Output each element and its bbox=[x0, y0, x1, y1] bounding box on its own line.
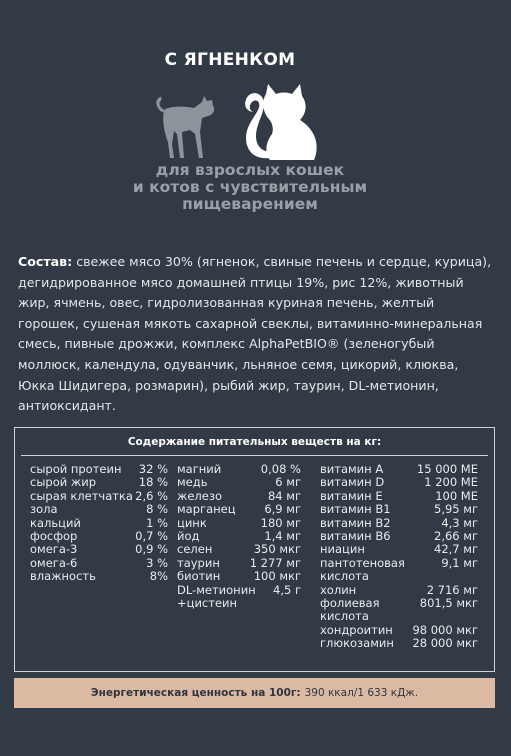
nutrient-name: таурин bbox=[177, 555, 220, 570]
nutrient-value: 8 % bbox=[146, 502, 168, 517]
nutrient-value: 42,7 мг bbox=[434, 542, 478, 557]
nutrient-row bbox=[177, 490, 301, 503]
product-title: С ЯГНЕНКОМ bbox=[164, 50, 296, 70]
large-cat-icon bbox=[245, 84, 317, 160]
nutrient-name: кальций bbox=[30, 515, 81, 530]
composition-label: Состав: bbox=[18, 254, 73, 269]
nutrient-row bbox=[320, 570, 478, 583]
nutrients-column-2 bbox=[177, 463, 301, 610]
nutrient-value: 1 200 МЕ bbox=[424, 475, 478, 490]
nutrient-name: медь bbox=[177, 475, 208, 490]
nutrient-value: 4,5 г bbox=[273, 582, 301, 597]
nutrient-row bbox=[177, 476, 301, 489]
nutrient-value: 100 мкг bbox=[253, 569, 301, 584]
nutrient-row bbox=[320, 584, 478, 597]
product-subtitle bbox=[100, 162, 400, 213]
nutrient-value: 0,7 % bbox=[135, 529, 168, 544]
nutrient-name: +цистеин bbox=[177, 596, 238, 611]
nutrient-value: 100 МЕ bbox=[435, 488, 478, 503]
nutrient-name: сырая клетчатка bbox=[30, 488, 133, 503]
nutrient-row bbox=[320, 476, 478, 489]
nutrient-row bbox=[30, 557, 168, 570]
nutrient-name: кислота bbox=[320, 569, 369, 584]
nutrient-row bbox=[320, 543, 478, 556]
nutrient-row bbox=[177, 543, 301, 556]
nutrient-name: витамин В1 bbox=[320, 502, 391, 517]
nutrient-row bbox=[320, 517, 478, 530]
nutrient-value: 3 % bbox=[146, 555, 168, 570]
nutrient-row bbox=[320, 530, 478, 543]
energy-value: 390 ккал/1 633 кДж. bbox=[304, 687, 419, 699]
nutrient-name: витамин D bbox=[320, 475, 385, 490]
nutrient-name: железо bbox=[177, 488, 223, 503]
nutrient-value: 6,9 мг bbox=[264, 502, 301, 517]
nutrient-name: витамин В2 bbox=[320, 515, 391, 530]
nutrient-row bbox=[320, 463, 478, 476]
nutrient-row bbox=[177, 530, 301, 543]
nutrient-row bbox=[30, 517, 168, 530]
nutrient-row bbox=[177, 597, 301, 610]
nutrient-value: 0,9 % bbox=[135, 542, 168, 557]
nutrient-name: кислота bbox=[320, 609, 369, 624]
nutrient-row bbox=[30, 530, 168, 543]
nutrient-row bbox=[320, 597, 478, 610]
nutrient-value: 4,3 мг bbox=[441, 515, 478, 530]
nutrient-row bbox=[30, 463, 168, 476]
nutrient-value: 2,66 мг bbox=[434, 529, 478, 544]
nutrient-name: цинк bbox=[177, 515, 207, 530]
nutrient-value: 98 000 мкг bbox=[412, 622, 478, 637]
subtitle-line: пищеварением bbox=[182, 195, 318, 213]
nutrient-value: 801,5 мкг bbox=[419, 596, 478, 611]
composition-text bbox=[18, 252, 496, 417]
subtitle-line: для взрослых кошек bbox=[155, 161, 345, 179]
nutrient-row bbox=[177, 570, 301, 583]
nutrient-name: йод bbox=[177, 529, 200, 544]
nutrient-value: 9,1 мг bbox=[441, 555, 478, 570]
nutrient-row bbox=[320, 610, 478, 623]
nutrient-name: влажность bbox=[30, 569, 96, 584]
nutrient-name: марганец bbox=[177, 502, 236, 517]
nutrient-value: 350 мкг bbox=[253, 542, 301, 557]
nutrient-name: омега-3 bbox=[30, 542, 78, 557]
nutrient-name: пантотеновая bbox=[320, 555, 405, 570]
nutrient-value: 15 000 МЕ bbox=[416, 462, 478, 476]
nutrient-value: 0,08 % bbox=[260, 462, 301, 476]
nutrient-row bbox=[177, 503, 301, 516]
nutrient-row bbox=[177, 557, 301, 570]
nutrient-value: 5,95 мг bbox=[434, 502, 478, 517]
nutrient-row bbox=[320, 503, 478, 516]
nutrient-row bbox=[320, 490, 478, 503]
nutrient-value: 84 мг bbox=[267, 488, 301, 503]
nutrient-name: фолиевая bbox=[320, 596, 380, 611]
nutrient-row bbox=[30, 476, 168, 489]
nutrient-value: 18 % bbox=[138, 475, 168, 490]
composition-body: свежее мясо 30% (ягненок, свиные печень и сердце, курица), дегидрированное мясо домашней птицы 19%, рис 12%, животный жир, ячмень, овес, гидролизованная куриная печень, желтый горошек, сушеная мякоть сахарной свеклы, витаминно-минеральная смесь, пивные дрожжи, комплекс AlphaPetBIO® (зеленогубый моллюск, календула, одуванчик, льняное семя, цикорий, клюква, Юкка Шидигера, розмарин), рыбий жир, таурин, DL-метионин, антиоксидант. bbox=[18, 254, 492, 414]
nutrient-name: сырой протеин bbox=[30, 462, 122, 476]
nutrient-value: 1 % bbox=[146, 515, 168, 530]
nutrient-row bbox=[320, 557, 478, 570]
nutrient-row bbox=[177, 463, 301, 476]
nutrient-value: 2,6 % bbox=[135, 488, 168, 503]
nutrient-value: 32 % bbox=[138, 462, 168, 476]
nutrient-value: 8% bbox=[149, 569, 168, 584]
nutrient-row bbox=[30, 490, 168, 503]
nutrients-column-3 bbox=[320, 463, 478, 651]
nutrient-name: фосфор bbox=[30, 529, 78, 544]
subtitle-line: и котов с чувствительным bbox=[132, 178, 368, 196]
nutrient-name: зола bbox=[30, 502, 58, 517]
nutrient-value: 28 000 мкг bbox=[412, 636, 478, 651]
nutrients-divider bbox=[21, 455, 488, 456]
nutrient-row bbox=[30, 570, 168, 583]
nutrient-row bbox=[177, 584, 301, 597]
nutrient-name: ниацин bbox=[320, 542, 365, 557]
nutrient-name: холин bbox=[320, 582, 357, 597]
nutrients-column-1 bbox=[30, 463, 168, 584]
nutrient-value: 180 мг bbox=[260, 515, 301, 530]
nutrients-title: Содержание питательных веществ на кг: bbox=[127, 436, 382, 448]
nutrient-value: 2 716 мг bbox=[426, 582, 478, 597]
nutrient-value: 1 277 мг bbox=[249, 555, 301, 570]
nutrient-row bbox=[320, 637, 478, 650]
nutrient-name: сырой жир bbox=[30, 475, 97, 490]
nutrient-name: магний bbox=[177, 462, 222, 476]
nutrient-name: глюкозамин bbox=[320, 636, 394, 651]
nutrient-value: 1,4 мг bbox=[264, 529, 301, 544]
nutrient-name: витамин Е bbox=[320, 488, 383, 503]
energy-label: Энергетическая ценность на 100г: bbox=[90, 687, 301, 699]
small-cat-icon bbox=[156, 96, 214, 158]
nutrient-name: DL-метионин bbox=[177, 582, 256, 597]
nutrient-name: витамин А bbox=[320, 462, 384, 476]
nutrient-value: 6 мг bbox=[275, 475, 301, 490]
nutrient-name: биотин bbox=[177, 569, 221, 584]
nutrient-name: омега-6 bbox=[30, 555, 78, 570]
nutrient-name: хондроитин bbox=[320, 622, 393, 637]
nutrient-row bbox=[177, 517, 301, 530]
nutrient-row bbox=[30, 503, 168, 516]
cats-illustration bbox=[150, 82, 340, 162]
nutrient-name: витамин В6 bbox=[320, 529, 391, 544]
energy-bar bbox=[14, 678, 495, 708]
nutrient-row bbox=[30, 543, 168, 556]
nutrient-row bbox=[320, 624, 478, 637]
nutrient-name: селен bbox=[177, 542, 213, 557]
